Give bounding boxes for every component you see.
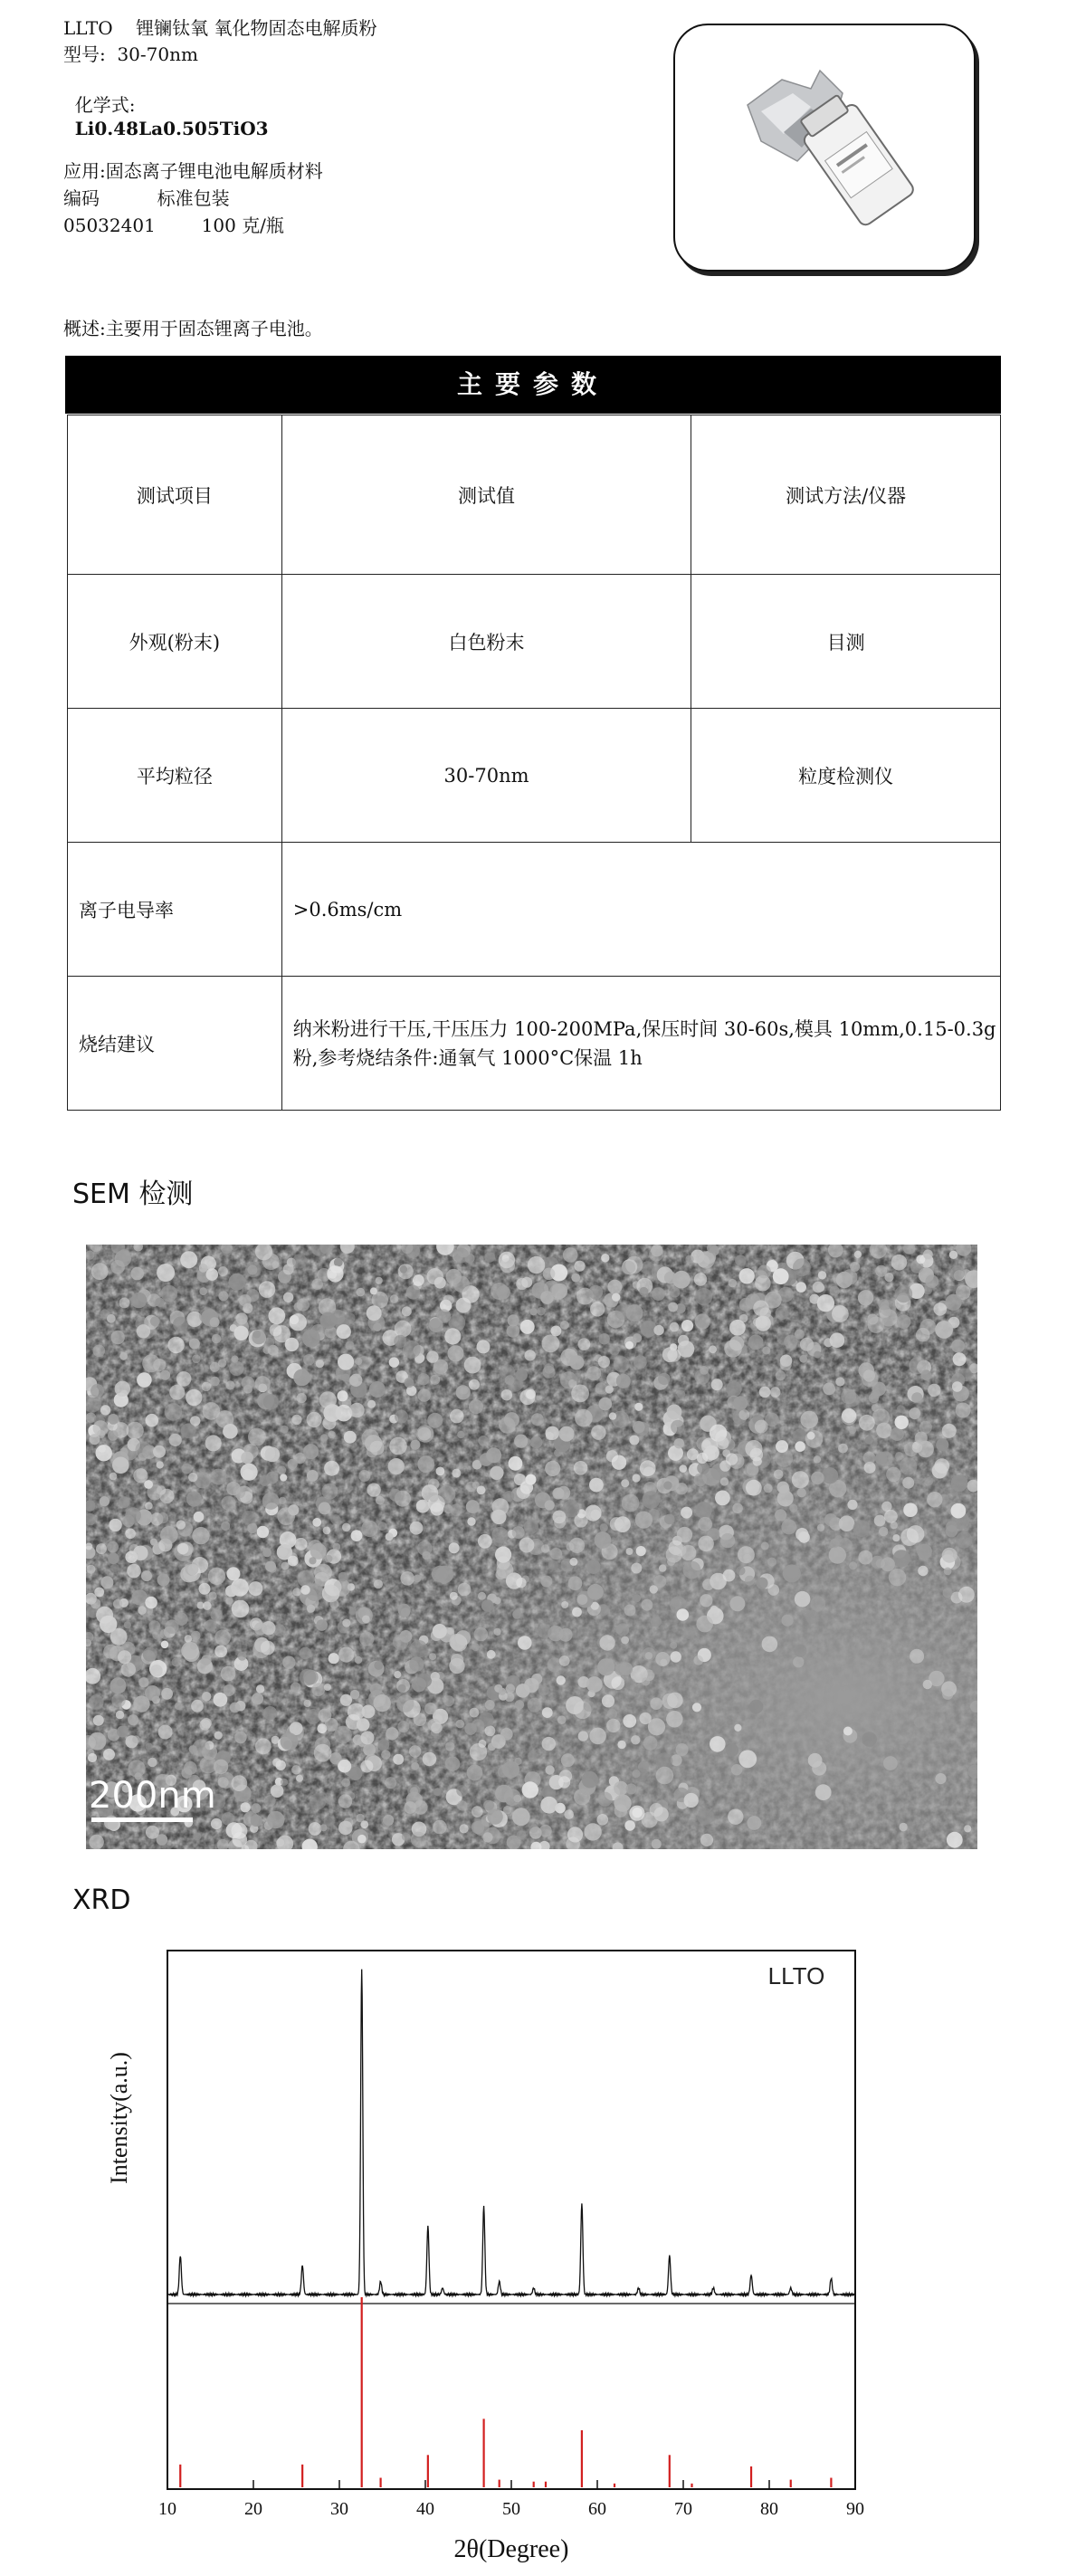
conductivity-label: 离子电导率 bbox=[68, 843, 282, 977]
xrd-section-title: XRD bbox=[72, 1884, 131, 1916]
table-row bbox=[68, 415, 1001, 575]
x-tick-label: 70 bbox=[674, 2499, 692, 2519]
sem-texture bbox=[86, 1245, 977, 1849]
code-value-line: 05032401 100 克/瓶 bbox=[63, 215, 284, 236]
product-title: LLTO 锂镧钛氧 氧化物固态电解质粉 bbox=[63, 17, 377, 39]
y-axis-label: Intensity(a.u.) bbox=[106, 2052, 132, 2184]
x-tick-label: 30 bbox=[330, 2499, 348, 2519]
xrd-plot bbox=[100, 1937, 878, 2571]
sinter-label: 烧结建议 bbox=[68, 977, 282, 1111]
table-row bbox=[68, 843, 1001, 977]
summary-text: 概述:主要用于固态锂离子电池。 bbox=[63, 318, 323, 339]
table-cell: 外观(粉末) bbox=[68, 575, 282, 709]
x-tick-label: 80 bbox=[760, 2499, 778, 2519]
table-row bbox=[68, 575, 1001, 709]
code-header-line: 编码 标准包装 bbox=[63, 187, 230, 209]
section-title-main-params: 主要参数 bbox=[65, 356, 1001, 414]
table-cell: 30-70nm bbox=[281, 709, 691, 843]
x-tick-label: 40 bbox=[416, 2499, 434, 2519]
application-line: 应用:固态离子锂电池电解质材料 bbox=[63, 160, 323, 182]
sem-section-title: SEM 检测 bbox=[72, 1178, 194, 1210]
table-row bbox=[68, 977, 1001, 1111]
sinter-value-line2: 粉,参考烧结条件:通氧气 1000°C保温 1h bbox=[292, 1046, 643, 1069]
table-row bbox=[68, 709, 1001, 843]
table-cell: 平均粒径 bbox=[68, 709, 282, 843]
x-tick-label: 60 bbox=[588, 2499, 606, 2519]
x-tick-label: 10 bbox=[158, 2499, 176, 2519]
sinter-value bbox=[281, 977, 1000, 1111]
table-cell: 粒度检测仪 bbox=[691, 709, 1001, 843]
table-cell: 测试值 bbox=[281, 415, 691, 575]
sem-scale-bar bbox=[91, 1818, 193, 1822]
params-table bbox=[67, 415, 1001, 1111]
formula-label: 化学式: bbox=[74, 94, 136, 116]
formula-line bbox=[63, 70, 269, 140]
product-bottle-image bbox=[675, 25, 974, 270]
xrd-chart bbox=[100, 1937, 878, 2571]
table-cell: 测试项目 bbox=[68, 415, 282, 575]
sem-image bbox=[86, 1245, 977, 1849]
model-line: 型号: 30-70nm bbox=[63, 43, 198, 65]
sinter-value-line1: 纳米粉进行干压,干压压力 100-200MPa,保压时间 30-60s,模具 10mm,0.15-0.3g bbox=[292, 1017, 996, 1040]
table-cell: 测试方法/仪器 bbox=[691, 415, 1001, 575]
conductivity-value: >0.6ms/cm bbox=[281, 843, 1000, 977]
xrd-measured-line bbox=[167, 1970, 855, 2296]
x-tick-label: 90 bbox=[846, 2499, 864, 2519]
table-cell: 白色粉末 bbox=[281, 575, 691, 709]
formula-value: Li0.48La0.505TiO3 bbox=[74, 118, 269, 139]
table-cell: 目测 bbox=[691, 575, 1001, 709]
x-tick-label: 50 bbox=[502, 2499, 520, 2519]
plot-frame bbox=[167, 1951, 855, 2489]
x-tick-label: 20 bbox=[244, 2499, 262, 2519]
legend-label: LLTO bbox=[767, 1962, 825, 1989]
sem-scale-label: 200nm bbox=[89, 1775, 216, 1817]
x-axis-label: 2θ(Degree) bbox=[453, 2535, 569, 2563]
product-photo-frame bbox=[673, 24, 976, 272]
